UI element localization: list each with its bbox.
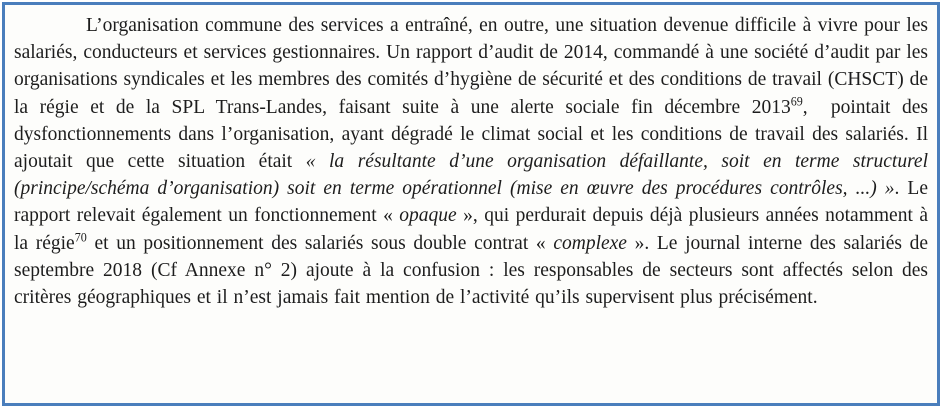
footnote-reference: 69 <box>790 94 803 109</box>
quoted-italic-text: opaque <box>399 205 457 227</box>
body-text-run: L’organisation commune des services a entraîné, en outre, une situation devenue difficile à vivre pour les salariés, conducteurs et services gestionnaires. Un rapport d’audit de 2014, commandé à une société d’audit par les organisations syndicales et les membres des comités d’hygiène de sécurité et des conditions de travail (CHSCT) de la régie et de la SPL Trans-Landes, faisant suite à une alerte sociale fin décembre 2013 <box>14 15 928 118</box>
quoted-italic-text: « la résultante d’une organisation défaillante, soit en terme structurel (principe/schéma d’organisation) soit en terme opérationnel (mise en œuvre des procédures contrôles, ...) » <box>14 151 929 200</box>
bordered-text-box <box>2 2 940 406</box>
quoted-italic-text: complexe <box>553 232 627 254</box>
footnote-reference: 70 <box>74 230 87 245</box>
body-text-run: », qui perdurait depuis déjà plusieurs années notamment à la régie <box>14 205 928 254</box>
body-text-run: ». Le journal interne des salariés de septembre 2018 (Cf Annexe n° 2) ajoute à la confusion : les responsables de secteurs sont affectés selon des critères géographiques et il n’est jamais fait mention de l’activité qu’ils supervisent plus précisément. <box>14 232 929 309</box>
body-text-run: . Le rapport relevait également un fonctionnement « <box>14 178 928 227</box>
body-text-run: et un positionnement des salariés sous double contrat « <box>86 232 554 254</box>
paragraph-text <box>14 12 928 311</box>
body-text-run: , pointait des dysfonctionnements dans l’organisation, ayant dégradé le climat social et les conditions de travail des salariés. Il ajoutait que cette situation était <box>14 96 928 173</box>
